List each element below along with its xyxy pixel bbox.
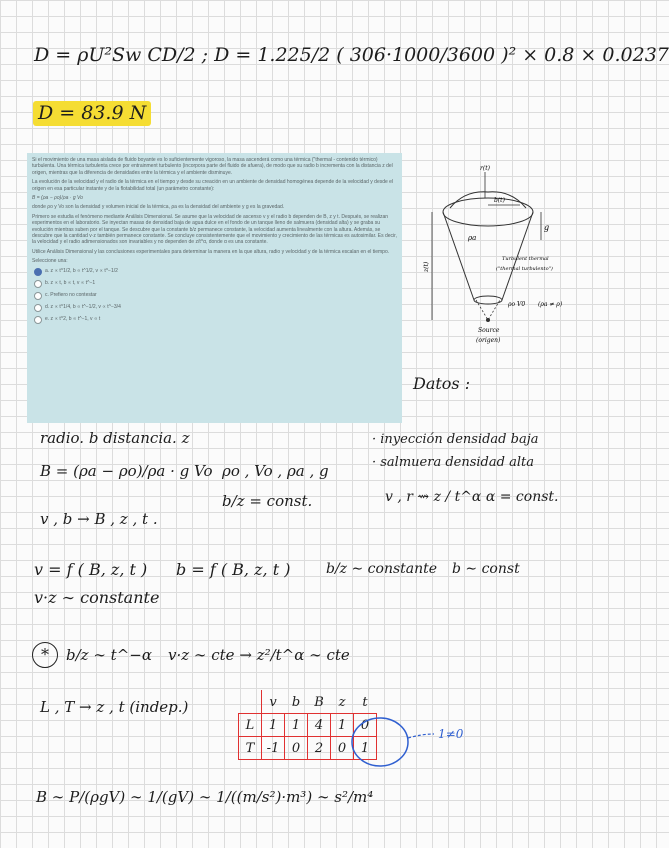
table-cell: 2 <box>308 737 331 760</box>
table-cell: z <box>331 691 354 714</box>
question-paragraph-4: Primero se estudia el fenómeno mediante Análisis Dimensional. Se asume que la velocidad de ascenso v y el radio b dependen de B, z y t. Después, se realizan experimentos en el laboratorio. Se inyectan masas de densidad baja de agua dulce en el fondo de un tanque lleno de salmuera (densidad alta) y se graba su evolución mientras suben por el tanque. Se descubre que la constante b/z permanece constante, la velocidad aumenta linealmente con la altura. Además, se descubre que la cantidad v·z también permanece constante. Se concluye consistentemente que el movimiento y crecimiento de las térmicas es autosimilar. Es decir, la velocidad y el radio adimensionados son invariables y no dependen de z/t^α, donde α es una constante. <box>32 213 397 246</box>
radio-icon[interactable] <box>34 304 42 312</box>
star-marker: * <box>32 642 58 668</box>
blue-circle-annotation <box>350 712 490 772</box>
diagram-g-label: g <box>544 223 550 232</box>
table-cell: L <box>239 714 262 737</box>
star-relation-2: v·z ∼ cte → z²/t^α ∼ cte <box>168 646 350 664</box>
star-relation-1: b/z ∼ t^−α <box>66 646 152 664</box>
datos-label: Datos : <box>413 374 471 393</box>
drag-formula: D = ρU²Sw CD/2 ; D = 1.225/2 ( 306·1000/3600 )² × 0.8 × 0.0237 <box>34 44 669 66</box>
diagram-source: Source <box>478 327 500 334</box>
table-cell: 1 <box>262 714 285 737</box>
question-paragraph-3: donde ρo y Vo son la densidad y volumen inicial de la térmica, ρa es la densidad del ambiente y g es la gravedad. <box>32 204 285 211</box>
option-e[interactable]: e. z ∝ t^2, b ∝ t^−1, v ∝ t <box>34 316 397 324</box>
table-header-row <box>239 691 377 714</box>
depends-row: v , b → B , z , t . <box>40 510 158 528</box>
table-cell: 0 <box>331 737 354 760</box>
table-cell: T <box>239 737 262 760</box>
table-cell: 1 <box>285 714 308 737</box>
diagram-b-label: b(t) <box>494 197 505 204</box>
b-const: b ∼ const <box>452 561 520 577</box>
question-formula: B = (ρa − ρo)/ρa · g Vo <box>32 195 83 202</box>
diagram-rho0: ρo V0 <box>508 301 526 308</box>
buoyancy-formula: B = (ρa − ρo)/ρa · g Vo <box>40 462 213 480</box>
question-paragraph-5: Utilice Análisis Dimensional y las conclusiones experimentales para determinar la manera en la que altura, radio y velocidad y de la térmica escalan en el tiempo. <box>32 248 390 255</box>
table-cell: v <box>262 691 285 714</box>
table-cell: B <box>308 691 331 714</box>
diagram-origin: (origen) <box>476 337 501 344</box>
table-cell: 4 <box>308 714 331 737</box>
diagram-z-label: z(t) <box>423 261 430 272</box>
bz-const: b/z ∼ constante <box>326 561 438 577</box>
option-b[interactable]: b. z ∝ t, b ∝ t, v ∝ t^−1 <box>34 280 397 288</box>
diagram-r-label: r(t) <box>480 165 490 172</box>
diagram-thermal-label-2: ("thermal turbulento") <box>496 266 553 272</box>
option-d[interactable]: d. z ∝ t^1/4, b ∝ t^−1/2, v ∝ t^−3/4 <box>34 304 397 312</box>
list-item-1: · inyección densidad baja <box>372 432 539 447</box>
final-relation: B ∼ P/(ρgV) ∼ 1/(gV) ∼ 1/((m/s²)·m³) ∼ s²/m⁴ <box>36 788 374 806</box>
list-item-2: · salmuera densidad alta <box>372 455 534 470</box>
table-cell: -1 <box>262 737 285 760</box>
table-cell: 0 <box>285 737 308 760</box>
func-v: v = f ( B, z, t ) <box>34 560 148 579</box>
table-cell: 0 <box>354 714 377 737</box>
question-paragraph-1: Si el movimiento de una masa aislada de fluido boyante es lo suficientemente vigoroso, la masa ascenderá como una térmica ("thermal - contenido térmico) turbulenta. Una térmica turbulenta crece por entrainment turbulento (incorpora parte del fluido de afuera), de modo que su radio b incrementa con la distancia z del origen, mientras que la diferencia de densidades entre la térmica y el ambiente disminuye. <box>32 157 393 176</box>
thermal-diagram <box>410 160 580 350</box>
option-a[interactable]: a. z ∝ t^1/2, b ∝ t^1/2, v ∝ t^−1/2 <box>34 268 397 276</box>
vars-row: radio. b distancia. z <box>40 429 190 447</box>
result: D = 83.9 N <box>38 102 147 124</box>
v-r-relation: v , r ⇝ z / t^α α = const. <box>385 489 559 505</box>
table-cell: 1 <box>331 714 354 737</box>
radio-icon[interactable] <box>34 280 42 288</box>
radio-selected-icon[interactable] <box>34 268 42 276</box>
diagram-rho-a: ρa <box>468 234 477 242</box>
ratio-const: b/z = const. <box>222 492 313 510</box>
question-box <box>27 153 402 423</box>
diagram-thermal-label: Turbulent thermal <box>502 256 549 262</box>
func-b: b = f ( B, z, t ) <box>176 560 291 579</box>
diagram-rho-z: (ρa ≠ ρ) <box>538 301 563 308</box>
blue-note: 1≠0 <box>438 727 464 741</box>
radio-icon[interactable] <box>34 292 42 300</box>
table-cell: 1 <box>354 737 377 760</box>
indep-row: L , T → z , t (indep.) <box>40 698 189 716</box>
question-paragraph-2: La evolución de la velocidad y el radio de la térmica en el tiempo y desde su creación en un ambiente de densidad homogénea depende de la velocidad y desde el origen en esa particular instante y de la flotabilidad total (un parámetro constante): <box>32 179 394 192</box>
vz-const: v·z ∼ constante <box>34 588 160 607</box>
option-c[interactable]: c. Prefiero no contestar <box>34 292 397 300</box>
table-cell: b <box>285 691 308 714</box>
table-cell: t <box>354 691 377 714</box>
question-prompt: Seleccione una: <box>32 258 68 265</box>
params: ρo , Vo , ρa , g <box>222 462 329 480</box>
table-cell <box>239 691 262 714</box>
radio-icon[interactable] <box>34 316 42 324</box>
